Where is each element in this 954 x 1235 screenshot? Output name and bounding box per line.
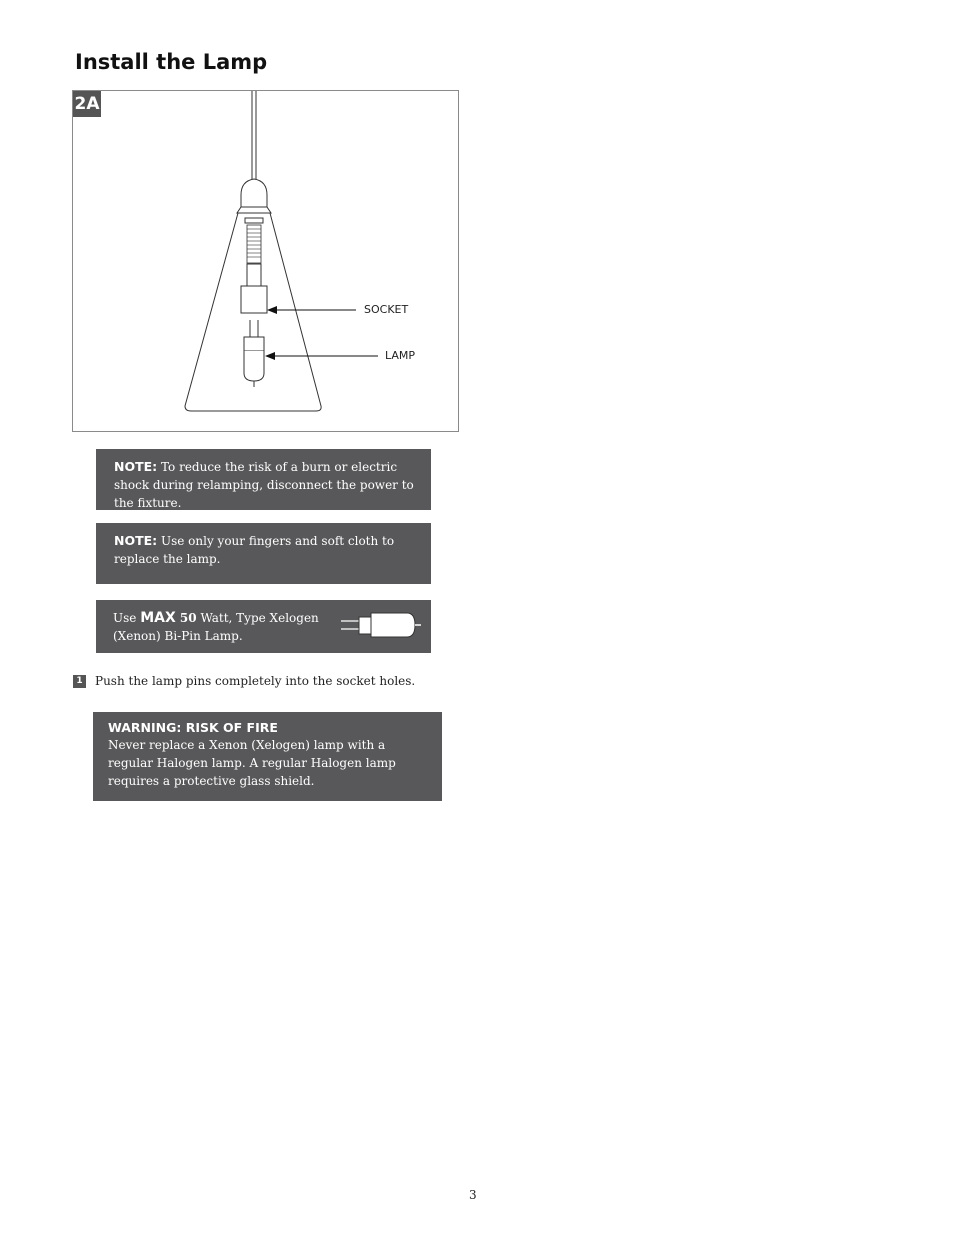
cap-shape (241, 179, 267, 207)
spec-watts: 50 (175, 611, 197, 625)
socket-body (241, 286, 267, 313)
page-number: 3 (469, 1188, 477, 1202)
note-text: To reduce the risk of a burn or electric shock during relamping, disconnect the power to the fixture. (114, 460, 414, 510)
warning-title: WARNING: RISK OF FIRE (108, 720, 278, 735)
step-text: Push the lamp pins completely into the socket holes. (95, 674, 416, 688)
lamp-spec-box (96, 600, 431, 653)
socket-label: SOCKET (364, 303, 409, 316)
warning-text: Never replace a Xenon (Xelogen) lamp with a regular Halogen lamp. A regular Halogen lamp requires a protective glass shield. (108, 738, 396, 788)
warning-box (93, 712, 442, 801)
spec-max: MAX (140, 610, 176, 626)
socket-neck (247, 264, 261, 286)
lamp-label: LAMP (385, 349, 416, 362)
step-number: 1 (73, 675, 86, 688)
lamp-base (244, 337, 264, 351)
page-title: Install the Lamp (75, 50, 268, 74)
note-lead: NOTE: (114, 533, 158, 548)
note-text: Use only your fingers and soft cloth to replace the lamp. (114, 534, 395, 566)
lamp-arrow-head (265, 352, 275, 360)
lamp-bulb (244, 351, 264, 381)
lamp-spec-text (113, 609, 328, 645)
pendant-lamp-diagram (73, 91, 460, 433)
spec-suffix: Watt, Type Xelogen (Xenon) Bi-Pin Lamp. (113, 611, 319, 643)
socket-arrow-head (267, 306, 277, 314)
note-box-handling (96, 523, 431, 584)
note-lead: NOTE: (114, 459, 158, 474)
collar-ring (245, 218, 263, 223)
figure-tag: 2A (73, 91, 101, 117)
spec-prefix: Use (113, 611, 141, 625)
note-box-power (96, 449, 431, 510)
installation-figure (72, 90, 459, 432)
step-item (73, 674, 573, 692)
bipin-lamp-icon (339, 610, 423, 642)
collar-shape (237, 207, 271, 213)
